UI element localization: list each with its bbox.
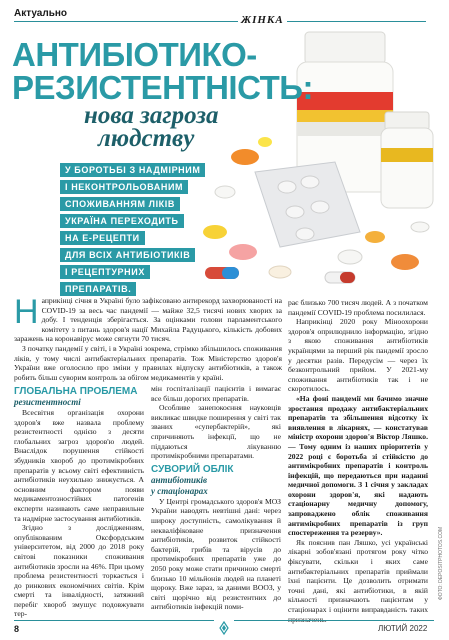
col3-paragraph-3: Як пояснив пан Ляшко, усі українські лікарні зобов'язані протягом року чітко фіксувати, скільки і яких саме антибактеріальних препаратів приймали їхні пацієнти. Це дозволить отримати точні дані, які антибіотики, в якій кількості призначають пацієнтам у стаціонарах і оцінити виправданість таких [288,537,428,614]
lede-line: І НЕКОНТРОЛЬОВАНИМ [60,180,188,194]
col3-paragraph-2: «На фоні пандемії ми бачимо значне зростання продажу антибактеріальних препаратів та збільшення відсотку їх виявлення в лікарнях, — констатував міністр охорони здоров'я Віктор Ляшко. — Тому одним із наших пріоритетів у 2022 році є боротьба зі стійкістю до антимікробних препаратів і контроль інфекцій, що передаються при наданні медичної допомоги. З 1 січня у закладах охорони здоров'я, які надають стаціонарну медичну допомогу, запроваджено облік споживання антимікробних препаратів із груп спостереження та резерву». [288,393,428,538]
photo-credit: ФОТО: DEPOSITPHOTOS.COM [438,526,444,600]
headline-line-1: АНТИБІОТИКО- [12,36,257,73]
lede-line: ПРЕПАРАТІВ. [60,282,136,296]
lede-line: І РЕЦЕПТУРНИХ [60,265,150,279]
col3-paragraph-0: рає близько 700 тисяч людей. А з початком пандемії COVID-19 проблема посилилася. [288,298,428,317]
bottle-small-icon [381,112,433,208]
section-subheading-resistance: резистентності [14,397,81,407]
drop-cap: Н [14,293,39,331]
section-subheading-hospitals: у стаціонарах [151,485,208,496]
section-subheading-antibiotics: антибіотиків [151,474,208,485]
magazine-name: ЖІНКА [238,14,287,26]
lede-block [60,163,240,299]
col2-paragraph-2: У Центрі громадського здоров'я МОЗ України наводять невтішні дані: через широку доступність, самолікування й некваліфіковане призначення антибіотиків, розвиток стійкості бактерій, грибів та вірусів до протимікробних препаратів уже до 2050 року може стати причиною смерті близько 10 мільйонів людей на планеті щороку. Вже зараз, за даними ВООЗ, у світі щорічно від резистентних до антибіотиків інфекцій поми- [151,496,281,612]
intro-paragraph-2: З початку пандемії у світі, і в Україні зокрема, стрімко збільшилось споживання ліків, у тому числі антибактеріальних препаратів. Тож Міністерство здоров'я України вже оголосило про зміни у правилах відпуску антибіотиків, а також робить більш суворим контроль за обігом медикаментів у країні. [14,343,282,382]
intro-block [14,293,282,382]
issue-date: ЛЮТИЙ 2022 [378,624,428,633]
col2-paragraph-0: мін госпіталізації пацієнтів і вимагає все більш дорогих препаратів. [151,384,281,403]
lede-line: ДЛЯ ВСІХ АНТИБІОТИКІВ [60,248,195,262]
intro-paragraph-1: априкінці січня в Україні було зафіксовано антирекорд захворюваності на COVID-19 за весь час пандемії — майже 32,5 тисячі нових хворих за добу. І тенденція зберігається. За оцінками голови парламентського комітету з питань здоров'я нації Михайла Радуцького, кількість добових заражень на коронавірус може сягнути 70 тисяч. [14,296,282,344]
col3-paragraph-1: Наприкінці 2020 року Міноохорони здоров'я оприлюднило інформацію, згідно з якою споживання антибіотиків українцями за перший рік пандемії зросло у десятки разів. Передусім — через їх безконтрольний прийом. У 2021-му споживання антибіотиків так і не скоротилось. [288,317,428,394]
rubric-label: Актуально [14,8,68,19]
subtitle-line-2: людству [98,125,195,152]
section-heading-accounting: СУВОРИЙ ОБЛІК [151,463,234,475]
headline-title [12,38,322,104]
column-2 [151,384,281,612]
col1-paragraph-1: Всесвітня організація охорони здоров'я вже назвала проблему резистентності однією з десяти глобальних загроз здоров'ю людей. Внаслідок порушення стійкості збудників хвороб до протимікробних препаратів у всьому світі ефективність антибіотиків неухильно знижується. А основним фактором появи медикаментозностійких патогенів експерти називають саме неправильне та надмірне застосування антибіотиків. [14,408,144,523]
lede-line: СПОЖИВАННЯМ ЛІКІВ [60,197,180,211]
section-heading-global: ГЛОБАЛЬНА ПРОБЛЕМА [14,386,138,397]
subtitle-line-1: нова загроза [84,102,219,129]
col2-paragraph-1: Особливе занепокоєння науковців викликає швидке поширення у світі так званих «супербактерій», які спричиняють інфекції, що не піддаються лікуванню протимікробними препаратами. [151,403,281,461]
headline-subtitle [84,104,324,150]
column-3 [288,298,428,624]
page-number: 8 [14,624,20,634]
lede-line: УКРАЇНА ПЕРЕХОДИТЬ [60,214,184,228]
lede-line: У БОРОТЬБІ З НАДМІРНИМ [60,163,205,177]
lede-line: НА Е-РЕЦЕПТИ [60,231,145,245]
ornament-icon [214,620,234,636]
column-1 [14,384,144,619]
headline-line-2: РЕЗИСТЕНТНІСТЬ: [12,69,313,106]
col1-paragraph-2: Згідно з дослідженням, опублікованим Оксфордським університетом, від 2000 до 2018 року світові показники споживання антибіотиків зросли на 46%. При цьому проблема резистентності торкається і до ринкових економічних світів. Крім смерті та інвалідності, затяжний перебіг хвороб змушує подовжувати тер- [14,523,144,619]
